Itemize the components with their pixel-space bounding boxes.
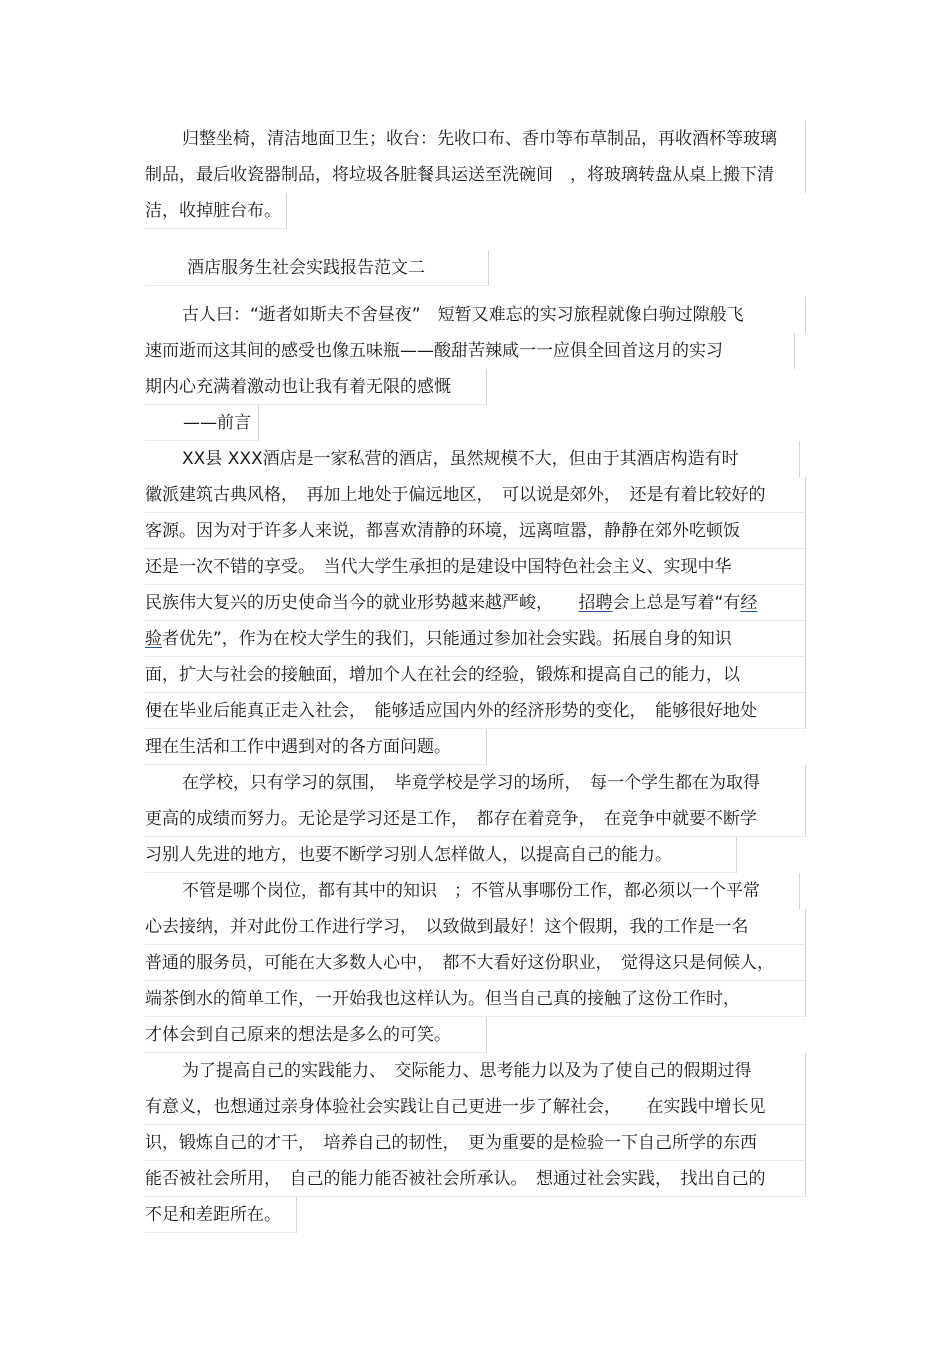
text-line: 归整坐椅，清洁地面卫生；收台：先收口布、香巾等布草制品，再收酒杯等玻璃 xyxy=(182,121,806,157)
text-line: 不管是哪个岗位，都有其中的知识 ；不管从事哪份工作，都必须以一个平常 xyxy=(182,873,800,909)
text-line: 在学校，只有学习的氛围， 毕竟学校是学习的场所， 每一个学生都在为取得 xyxy=(182,765,806,801)
text-line xyxy=(145,621,806,657)
text-line: 才体会到自己原来的想法是多么的可笑。 xyxy=(145,1017,487,1053)
text-line: 更高的成绩而努力。无论是学习还是工作， 都存在着竞争， 在竞争中就要不断学 xyxy=(145,801,806,837)
experience-link[interactable]: 验 xyxy=(145,629,162,649)
text-line: 理在生活和工作中遇到对的各方面问题。 xyxy=(145,729,487,765)
text-line: 古人曰：“逝者如斯夫不舍昼夜” 短暂又难忘的实习旅程就像白驹过隙般飞 xyxy=(182,297,806,333)
text-line: 客源。因为对于许多人来说，都喜欢清静的环境，远离喧嚣，静静在郊外吃顿饭 xyxy=(145,513,806,549)
text-line: 徽派建筑古典风格， 再加上地处于偏远地区， 可以说是郊外， 还是有着比较好的 xyxy=(145,477,806,513)
text-line: 速而逝而这其间的感受也像五味瓶——酸甜苦辣咸一一应俱全回首这月的实习 xyxy=(145,333,795,369)
text-line: 不足和差距所在。 xyxy=(145,1197,297,1233)
text-line: 洁，收掉脏台布。 xyxy=(145,193,287,229)
text-line: 还是一次不错的享受。 当代大学生承担的是建设中国特色社会主义、实现中华 xyxy=(145,549,806,585)
text-segment: 会上总是写着“有 xyxy=(612,593,741,613)
text-line: 有意义，也想通过亲身体验社会实践让自己更进一步了解社会， 在实践中增长见 xyxy=(145,1089,806,1125)
preface-attribution: ——前言 xyxy=(145,405,259,441)
section-title: 酒店服务生社会实践报告范文二 xyxy=(145,250,489,286)
text-line: 心去接纳，并对此份工作进行学习， 以致做到最好！这个假期，我的工作是一名 xyxy=(145,909,806,945)
text-line: 期内心充满着激动也让我有着无限的感慨 xyxy=(145,369,487,405)
experience-link[interactable]: 经 xyxy=(740,593,758,613)
text-line: 识，锻炼自己的才干， 培养自己的韧性， 更为重要的是检验一下自己所学的东西 xyxy=(145,1125,806,1161)
text-line: 习别人先进的地方，也要不断学习别人怎样做人，以提高自己的能力。 xyxy=(145,837,737,873)
text-line xyxy=(145,585,806,621)
text-line: 制品，最后收瓷器制品，将垃圾各脏餐具运送至洗碗间 ，将玻璃转盘从桌上搬下清 xyxy=(145,157,806,193)
text-segment: 者优先”，作为在校大学生的我们，只能通过参加社会实践。拓展自身的知识 xyxy=(162,629,732,649)
text-line: 普通的服务员，可能在大多数人心中， 都不大看好这份职业， 觉得这只是伺候人， xyxy=(145,945,806,981)
text-segment: 民族伟大复兴的历史使命当今的就业形势越来越严峻， xyxy=(145,593,579,613)
text-line: XX县 XXX酒店是一家私营的酒店，虽然规模不大，但由于其酒店构造有时 xyxy=(182,441,800,477)
text-line: 便在毕业后能真正走入社会， 能够适应国内外的经济形势的变化， 能够很好地处 xyxy=(145,693,806,729)
text-line: 端茶倒水的简单工作，一开始我也这样认为。但当自己真的接触了这份工作时， xyxy=(145,981,806,1017)
text-line: 能否被社会所用， 自己的能力能否被社会所承认。 想通过社会实践， 找出自己的 xyxy=(145,1161,806,1197)
recruitment-link[interactable]: 招聘 xyxy=(578,593,613,613)
text-line: 为了提高自己的实践能力、 交际能力、思考能力以及为了使自己的假期过得 xyxy=(182,1053,806,1089)
text-line: 面，扩大与社会的接触面，增加个人在社会的经验，锻炼和提高自己的能力，以 xyxy=(145,657,806,693)
